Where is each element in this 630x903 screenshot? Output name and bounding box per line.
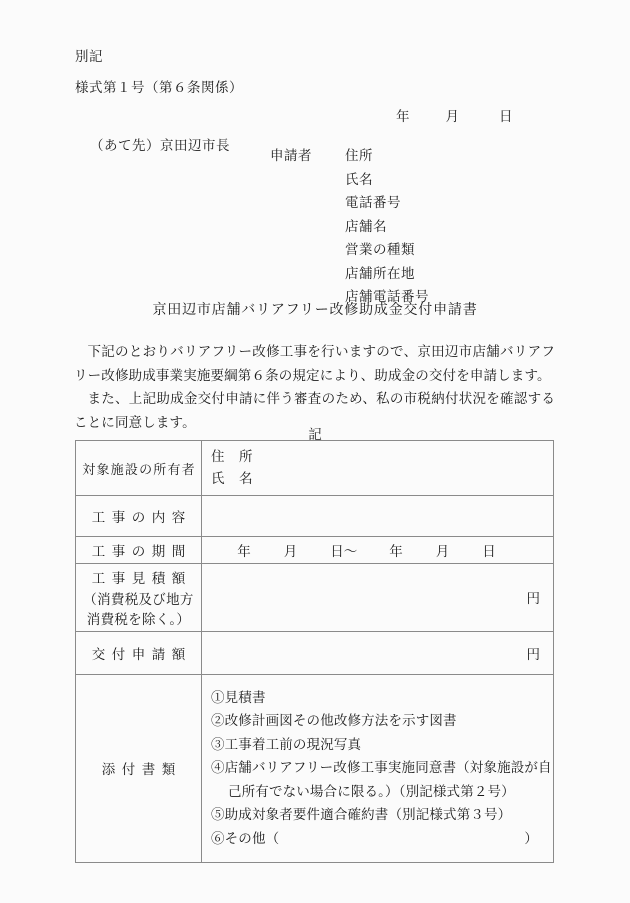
attachment-item-2: ②改修計画図その他改修方法を示す図書	[211, 713, 457, 728]
applicant-field-phone: 電話番号	[345, 195, 401, 210]
attachments-label: 添付書類	[101, 762, 182, 778]
body-paragraph-1-text: 下記のとおりバリアフリー改修工事を行いますので、京田辺市店舗バリアフリー改修助成事業実施要綱第６条の規定により、助成金の交付を申請します。	[74, 344, 555, 383]
body-paragraph-1	[74, 340, 555, 387]
page-title: 京田辺市店舗バリアフリー改修助成金交付申請書	[152, 303, 478, 318]
estimate-value-cell[interactable]	[202, 564, 554, 632]
period-start-month: 月	[283, 544, 298, 559]
application-form-table	[75, 440, 554, 863]
applicant-field-store-phone: 店舗電話番号	[345, 289, 429, 304]
attachment-item-6-close-paren: ）	[524, 830, 538, 846]
applicant-field-store-address: 店舗所在地	[345, 265, 415, 281]
attachment-item-4: ④店舗バリアフリー改修工事実施同意書（対象施設が自	[211, 760, 552, 775]
attachment-item-3: ③工事着工前の現況写真	[211, 736, 362, 752]
attachment-item-5: ⑤助成対象者要件適合確約書（別記様式第３号）	[211, 807, 512, 822]
work-period-label: 工事の期間	[91, 544, 192, 559]
work-content-value-cell[interactable]	[202, 496, 554, 537]
attachment-item-4-continuation: 己所有でない場合に限る。）（別記様式第２号）	[228, 783, 515, 799]
date-line	[396, 105, 513, 125]
table-row-estimate	[76, 564, 554, 632]
owner-value-cell[interactable]	[202, 441, 554, 496]
estimate-label	[76, 564, 201, 631]
grant-request-label: 交付申請額	[91, 646, 192, 662]
applicant-field-address: 住所	[345, 148, 373, 163]
grant-request-unit: 円	[526, 646, 540, 662]
work-period-fields	[202, 540, 553, 560]
estimate-unit: 円	[526, 591, 540, 607]
applicant-label: 申請者	[270, 148, 312, 163]
owner-label-cell	[76, 441, 202, 496]
owner-field-list	[202, 441, 553, 495]
attachment-item-1: ①見積書	[211, 689, 266, 705]
grant-request-value-cell[interactable]	[202, 631, 554, 674]
work-period-label-cell	[76, 537, 202, 564]
annex-label: 別記	[75, 49, 103, 64]
form-number: 様式第１号（第６条関係）	[75, 80, 243, 95]
attachments-value-cell[interactable]	[202, 674, 554, 863]
work-content-label-cell	[76, 496, 202, 537]
attachments-list	[202, 675, 553, 863]
grant-request-label-cell	[76, 631, 202, 674]
estimate-label-line2: （消費税及び地方	[83, 591, 194, 607]
attachment-item-6	[211, 827, 544, 851]
work-content-label: 工事の内容	[91, 510, 192, 525]
period-start-day: 日～	[330, 544, 358, 559]
table-row-attachments	[76, 674, 554, 863]
date-day-label: 日	[499, 109, 513, 124]
period-start-year: 年	[237, 544, 251, 559]
attachment-item-6-label: ⑥その他（	[211, 830, 280, 846]
period-end-year: 年	[389, 544, 403, 559]
owner-label: 対象施設の所有者	[82, 461, 196, 477]
attachments-label-cell	[76, 674, 202, 863]
addressee: （あて先）京田辺市長	[90, 138, 230, 153]
table-row-owner	[76, 441, 554, 496]
owner-field-name: 氏 名	[211, 471, 253, 486]
period-end-day: 日	[482, 544, 496, 559]
table-row-work-content	[76, 496, 554, 537]
body-paragraph-2-text: また、上記助成金交付申請に伴う審査のため、私の市税納付状況を確認することに同意します。	[74, 391, 555, 430]
work-period-value-cell[interactable]	[202, 537, 554, 564]
applicant-field-business-type: 営業の種類	[345, 242, 415, 257]
date-year-label: 年	[396, 109, 410, 124]
work-content-value	[202, 511, 553, 521]
estimate-label-line1: 工事見積額	[91, 571, 192, 586]
estimate-label-cell	[76, 564, 202, 632]
table-row-grant-request	[76, 631, 554, 674]
period-end-month: 月	[435, 544, 450, 559]
owner-field-address: 住 所	[211, 449, 253, 464]
applicant-field-list	[345, 144, 429, 309]
date-month-label: 月	[445, 109, 459, 124]
record-marker: 記	[308, 427, 322, 442]
table-row-work-period	[76, 537, 554, 564]
estimate-label-line3: 消費税を除く。）	[86, 612, 191, 627]
applicant-field-store-name: 店舗名	[345, 218, 387, 234]
applicant-field-name: 氏名	[345, 171, 373, 187]
